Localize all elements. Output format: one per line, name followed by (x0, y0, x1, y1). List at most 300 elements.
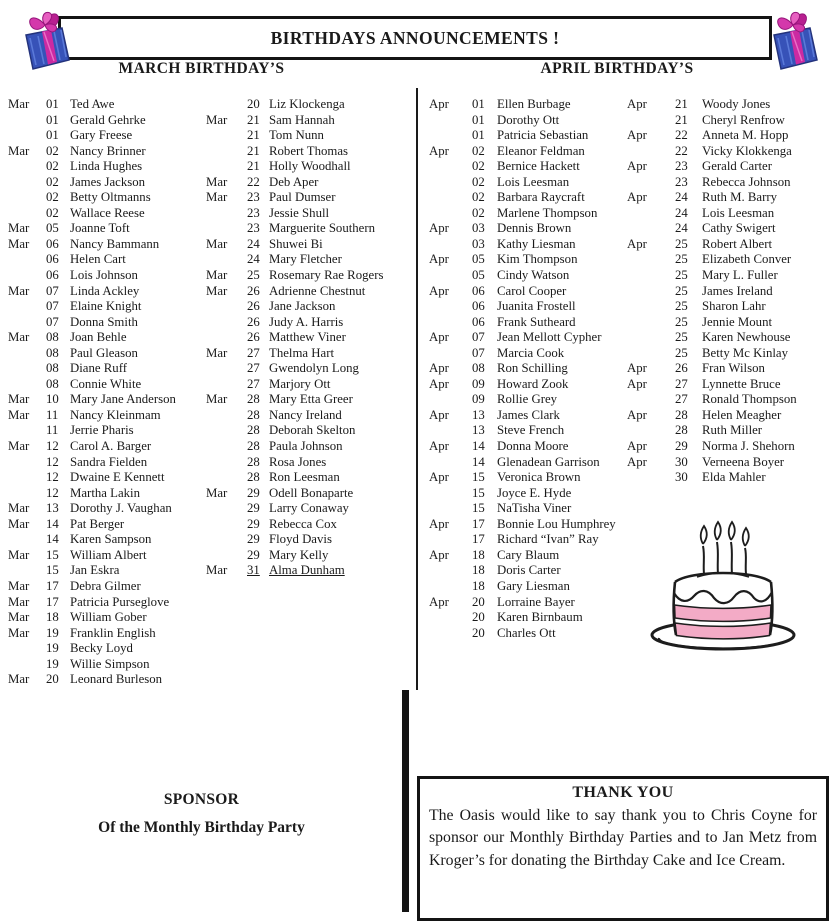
name-cell: Gerald Gehrke (70, 112, 146, 127)
month-cell: Mar (8, 594, 30, 609)
month-cell: Mar (8, 516, 30, 531)
name-cell: Karen Sampson (70, 532, 152, 547)
name-cell: Cindy Watson (497, 268, 570, 283)
birthday-row (206, 113, 412, 129)
month-cell (429, 610, 472, 626)
birthday-row (8, 284, 206, 300)
month-cell (206, 361, 247, 377)
birthday-row (8, 501, 206, 517)
name-cell: Jerrie Pharis (70, 423, 134, 438)
month-cell: Mar (206, 392, 228, 407)
month-cell (8, 361, 46, 377)
name-cell: Lois Leesman (702, 205, 775, 220)
day-cell: 15 (472, 470, 485, 485)
name-cell: Deborah Skelton (269, 423, 356, 438)
thank-you-body: The Oasis would like to say thank you to Chris Coyne for sponsor our Monthly Birthday Parties and to Jan Metz from Kroger’s for donating the Birthday Cake and Ice Cream. (429, 807, 817, 869)
march-list-right (206, 97, 412, 579)
month-cell (429, 128, 472, 144)
day-cell: 19 (46, 641, 59, 656)
name-cell: Willie Simpson (70, 656, 150, 671)
day-cell: 28 (247, 454, 260, 469)
name-cell: Gary Liesman (497, 578, 570, 593)
day-cell: 18 (472, 578, 485, 593)
day-cell: 22 (675, 143, 688, 158)
name-cell: Ted Awe (70, 97, 115, 111)
birthday-row (8, 346, 206, 362)
month-cell (429, 626, 472, 642)
day-cell: 28 (247, 439, 260, 454)
day-cell: 01 (46, 97, 59, 111)
day-cell: 20 (46, 672, 59, 687)
month-cell (429, 175, 472, 191)
name-cell: Frank Sutheard (497, 314, 576, 329)
name-cell: Pat Berger (70, 516, 125, 531)
month-cell (8, 346, 46, 362)
birthday-row (8, 641, 206, 657)
month-cell: Apr (429, 516, 449, 531)
month-cell (206, 455, 247, 471)
sponsor-title: SPONSOR (163, 791, 240, 808)
birthday-row (8, 470, 206, 486)
name-cell: Joanne Toft (70, 221, 130, 236)
month-cell (429, 315, 472, 331)
day-cell: 12 (46, 454, 59, 469)
day-cell: 03 (472, 236, 485, 251)
day-cell: 26 (675, 361, 688, 376)
month-cell (8, 128, 46, 144)
month-cell: Mar (8, 547, 30, 562)
month-cell: Apr (429, 97, 449, 111)
sponsor-section (0, 791, 403, 837)
name-cell: Helen Meagher (702, 407, 782, 422)
birthday-row (8, 610, 206, 626)
name-cell: Nancy Kleinmam (70, 407, 161, 422)
month-cell: Apr (627, 407, 647, 422)
day-cell: 02 (46, 205, 59, 220)
sponsor-subtitle: Of the Monthly Birthday Party (98, 819, 305, 836)
birthday-row (627, 299, 832, 315)
name-cell: Martha Lakin (70, 485, 141, 500)
name-cell: Robert Albert (702, 236, 773, 251)
birthday-row (8, 657, 206, 673)
month-cell (627, 423, 675, 439)
name-cell: Richard “Ivan” Ray (497, 532, 599, 547)
day-cell: 19 (46, 656, 59, 671)
month-cell (206, 252, 247, 268)
birthday-row (8, 455, 206, 471)
name-cell: Cheryl Renfrow (702, 112, 785, 127)
center-divider-line (416, 88, 418, 690)
month-cell (8, 159, 46, 175)
birthday-row (429, 563, 629, 579)
month-cell (206, 377, 247, 393)
name-cell: James Clark (497, 407, 560, 422)
name-cell: Liz Klockenga (269, 97, 345, 111)
day-cell: 29 (247, 547, 260, 562)
birthday-row (429, 159, 629, 175)
name-cell: Lois Johnson (70, 268, 138, 283)
name-cell: Carol A. Barger (70, 439, 152, 454)
day-cell: 08 (46, 376, 59, 391)
day-cell: 14 (472, 454, 485, 469)
name-cell: Holly Woodhall (269, 159, 351, 174)
birthday-row (206, 190, 412, 206)
day-cell: 14 (46, 532, 59, 547)
month-cell (8, 190, 46, 206)
month-cell (429, 423, 472, 439)
day-cell: 23 (247, 205, 260, 220)
month-cell (8, 377, 46, 393)
day-cell: 31 (247, 563, 260, 578)
month-cell (429, 501, 472, 517)
day-cell: 29 (247, 501, 260, 516)
birthday-row (206, 361, 412, 377)
month-cell: Mar (8, 625, 30, 640)
day-cell: 29 (247, 532, 260, 547)
day-cell: 12 (46, 439, 59, 454)
month-cell (429, 455, 472, 471)
month-cell (429, 486, 472, 502)
birthday-row (206, 548, 412, 564)
birthday-row (429, 517, 629, 533)
name-cell: Judy A. Harris (269, 314, 344, 329)
month-cell: Apr (627, 454, 647, 469)
birthday-row (8, 626, 206, 642)
day-cell: 12 (46, 470, 59, 485)
day-cell: 02 (46, 159, 59, 174)
month-cell (8, 252, 46, 268)
day-cell: 23 (675, 159, 688, 174)
birthday-row (206, 501, 412, 517)
month-cell: Apr (429, 361, 449, 376)
month-cell: Apr (627, 361, 647, 376)
day-cell: 12 (46, 485, 59, 500)
birthday-row (627, 470, 832, 486)
day-cell: 24 (675, 190, 688, 205)
month-cell: Mar (8, 330, 30, 345)
birthday-row (627, 439, 832, 455)
month-cell: Mar (8, 610, 30, 625)
birthday-row (206, 128, 412, 144)
day-cell: 18 (46, 610, 59, 625)
day-cell: 07 (46, 314, 59, 329)
month-cell: Apr (627, 159, 647, 174)
birthday-row (429, 175, 629, 191)
name-cell: Joan Behle (70, 330, 127, 345)
day-cell: 17 (46, 594, 59, 609)
name-cell: Bernice Hackett (497, 159, 580, 174)
month-cell (8, 563, 46, 579)
month-cell (8, 315, 46, 331)
month-cell (8, 113, 46, 129)
month-cell (206, 470, 247, 486)
thank-you-title: THANK YOU (572, 784, 674, 801)
name-cell: Ron Leesman (269, 470, 340, 485)
month-cell (429, 190, 472, 206)
month-cell: Apr (429, 439, 449, 454)
name-cell: Barbara Raycraft (497, 190, 585, 205)
name-cell: Mary Jane Anderson (70, 392, 176, 407)
birthday-row (8, 361, 206, 377)
name-cell: Eleanor Feldman (497, 143, 585, 158)
birthday-row (206, 408, 412, 424)
day-cell: 17 (472, 532, 485, 547)
birthday-row (429, 626, 629, 642)
birthday-row (8, 315, 206, 331)
month-cell (8, 299, 46, 315)
day-cell: 28 (247, 392, 260, 407)
birthday-cake-icon (645, 492, 805, 662)
day-cell: 10 (46, 392, 59, 407)
birthday-row (429, 455, 629, 471)
month-cell (206, 548, 247, 564)
birthday-row (429, 252, 629, 268)
name-cell: Karen Newhouse (702, 330, 791, 345)
birthday-row (429, 128, 629, 144)
birthday-row (627, 190, 832, 206)
name-cell: Norma J. Shehorn (702, 439, 795, 454)
gift-icon (764, 8, 826, 74)
name-cell: Jan Eskra (70, 563, 120, 578)
day-cell: 24 (675, 205, 688, 220)
month-cell: Mar (206, 236, 228, 251)
birthday-row (206, 563, 412, 579)
month-cell: Mar (8, 439, 30, 454)
name-cell: Linda Ackley (70, 283, 140, 298)
name-cell: Marlene Thompson (497, 205, 598, 220)
birthday-row (206, 377, 412, 393)
name-cell: Rosa Jones (269, 454, 327, 469)
name-cell: Nancy Bammann (70, 236, 160, 251)
birthday-row (627, 97, 832, 113)
birthday-row (429, 579, 629, 595)
birthday-row (8, 268, 206, 284)
name-cell: Marcia Cook (497, 345, 565, 360)
name-cell: Ellen Burbage (497, 97, 571, 111)
birthday-row (8, 97, 206, 113)
day-cell: 06 (472, 283, 485, 298)
month-cell: Mar (8, 236, 30, 251)
month-cell (627, 144, 675, 160)
birthday-row (8, 548, 206, 564)
name-cell: Verneena Boyer (702, 454, 785, 469)
birthday-row (8, 159, 206, 175)
birthday-row (429, 470, 629, 486)
birthday-row (429, 113, 629, 129)
birthday-row (429, 284, 629, 300)
name-cell: Larry Conaway (269, 501, 349, 516)
page-title-banner (58, 16, 772, 60)
name-cell: Kathy Liesman (497, 236, 576, 251)
day-cell: 05 (472, 268, 485, 283)
birthday-row (206, 330, 412, 346)
birthday-row (429, 377, 629, 393)
month-cell (8, 206, 46, 222)
name-cell: Jessie Shull (269, 205, 330, 220)
birthday-row (206, 517, 412, 533)
name-cell: Ron Schilling (497, 361, 568, 376)
day-cell: 02 (472, 205, 485, 220)
name-cell: Dennis Brown (497, 221, 572, 236)
day-cell: 30 (675, 470, 688, 485)
name-cell: Rebecca Johnson (702, 174, 791, 189)
day-cell: 13 (472, 423, 485, 438)
month-cell: Apr (429, 547, 449, 562)
name-cell: Lois Leesman (497, 174, 570, 189)
day-cell: 15 (472, 501, 485, 516)
month-cell (429, 113, 472, 129)
month-cell (206, 439, 247, 455)
birthday-row (206, 252, 412, 268)
birthday-row (627, 423, 832, 439)
birthday-row (429, 361, 629, 377)
name-cell: Lorraine Bayer (497, 594, 575, 609)
day-cell: 28 (675, 407, 688, 422)
day-cell: 02 (46, 190, 59, 205)
birthday-row (627, 361, 832, 377)
month-cell (206, 144, 247, 160)
day-cell: 07 (46, 283, 59, 298)
day-cell: 17 (46, 578, 59, 593)
day-cell: 07 (472, 345, 485, 360)
day-cell: 25 (675, 299, 688, 314)
birthday-row (429, 532, 629, 548)
name-cell: Patricia Purseglove (70, 594, 170, 609)
day-cell: 02 (472, 143, 485, 158)
month-cell (429, 206, 472, 222)
month-cell (8, 641, 46, 657)
month-cell (627, 346, 675, 362)
birthday-row (8, 377, 206, 393)
day-cell: 29 (675, 439, 688, 454)
day-cell: 29 (247, 485, 260, 500)
name-cell: Vicky Klokkenga (702, 143, 792, 158)
birthday-row (429, 439, 629, 455)
name-cell: Cathy Swigert (702, 221, 776, 236)
thank-you-box (417, 776, 829, 921)
birthday-row (8, 221, 206, 237)
page-title: BIRTHDAYS ANNOUNCEMENTS ! (270, 27, 560, 48)
gift-icon (16, 8, 78, 74)
day-cell: 28 (675, 423, 688, 438)
birthday-row (206, 423, 412, 439)
day-cell: 18 (472, 563, 485, 578)
day-cell: 15 (472, 485, 485, 500)
month-cell: Apr (429, 376, 449, 391)
birthday-row (8, 563, 206, 579)
day-cell: 25 (675, 252, 688, 267)
birthday-row (429, 315, 629, 331)
april-list-left (429, 97, 629, 641)
day-cell: 08 (472, 361, 485, 376)
day-cell: 22 (675, 128, 688, 143)
month-cell (206, 128, 247, 144)
month-cell (8, 532, 46, 548)
birthday-row (8, 517, 206, 533)
name-cell: Debra Gilmer (70, 578, 141, 593)
month-cell: Apr (627, 236, 647, 251)
day-cell: 08 (46, 345, 59, 360)
day-cell: 07 (46, 299, 59, 314)
day-cell: 30 (675, 454, 688, 469)
birthday-row (206, 237, 412, 253)
day-cell: 18 (472, 547, 485, 562)
month-cell: Mar (206, 283, 228, 298)
name-cell: Gary Freese (70, 128, 133, 143)
day-cell: 28 (247, 470, 260, 485)
name-cell: Deb Aper (269, 174, 319, 189)
birthday-row (429, 268, 629, 284)
birthday-row (627, 252, 832, 268)
day-cell: 23 (247, 221, 260, 236)
april-header: APRIL BIRTHDAY’S (540, 60, 694, 77)
day-cell: 20 (472, 625, 485, 640)
day-cell: 01 (46, 112, 59, 127)
birthday-row (206, 346, 412, 362)
name-cell: Ruth Miller (702, 423, 763, 438)
month-cell: Mar (8, 501, 30, 516)
day-cell: 25 (675, 236, 688, 251)
name-cell: Mary Etta Greer (269, 392, 353, 407)
name-cell: Sharon Lahr (702, 299, 766, 314)
month-cell (429, 346, 472, 362)
birthday-row (627, 330, 832, 346)
name-cell: Dorothy Ott (497, 112, 560, 127)
month-cell (627, 284, 675, 300)
month-cell (429, 159, 472, 175)
month-cell (627, 330, 675, 346)
month-cell (8, 268, 46, 284)
month-cell (627, 299, 675, 315)
day-cell: 22 (247, 174, 260, 189)
name-cell: Paul Dumser (269, 190, 336, 205)
day-cell: 26 (247, 299, 260, 314)
month-cell (206, 408, 247, 424)
birthday-row (206, 532, 412, 548)
birthday-row (8, 486, 206, 502)
day-cell: 25 (675, 330, 688, 345)
birthday-row (429, 237, 629, 253)
name-cell: Sandra Fielden (70, 454, 148, 469)
day-cell: 17 (472, 516, 485, 531)
name-cell: Glenadean Garrison (497, 454, 600, 469)
name-cell: Rollie Grey (497, 392, 558, 407)
birthday-row (429, 423, 629, 439)
day-cell: 13 (46, 501, 59, 516)
name-cell: Paul Gleason (70, 345, 138, 360)
birthday-row (429, 501, 629, 517)
name-cell: Dwaine E Kennett (70, 470, 165, 485)
month-cell (206, 206, 247, 222)
day-cell: 25 (247, 268, 260, 283)
day-cell: 25 (675, 314, 688, 329)
month-cell (429, 299, 472, 315)
march-list-left (8, 97, 206, 688)
day-cell: 24 (675, 221, 688, 236)
day-cell: 02 (472, 174, 485, 189)
day-cell: 08 (46, 330, 59, 345)
day-cell: 09 (472, 376, 485, 391)
name-cell: Woody Jones (702, 97, 771, 111)
month-cell (8, 455, 46, 471)
day-cell: 27 (247, 361, 260, 376)
month-cell (429, 563, 472, 579)
birthday-row (627, 408, 832, 424)
birthday-row (429, 221, 629, 237)
month-cell: Mar (206, 174, 228, 189)
birthday-row (206, 221, 412, 237)
name-cell: James Jackson (70, 174, 145, 189)
